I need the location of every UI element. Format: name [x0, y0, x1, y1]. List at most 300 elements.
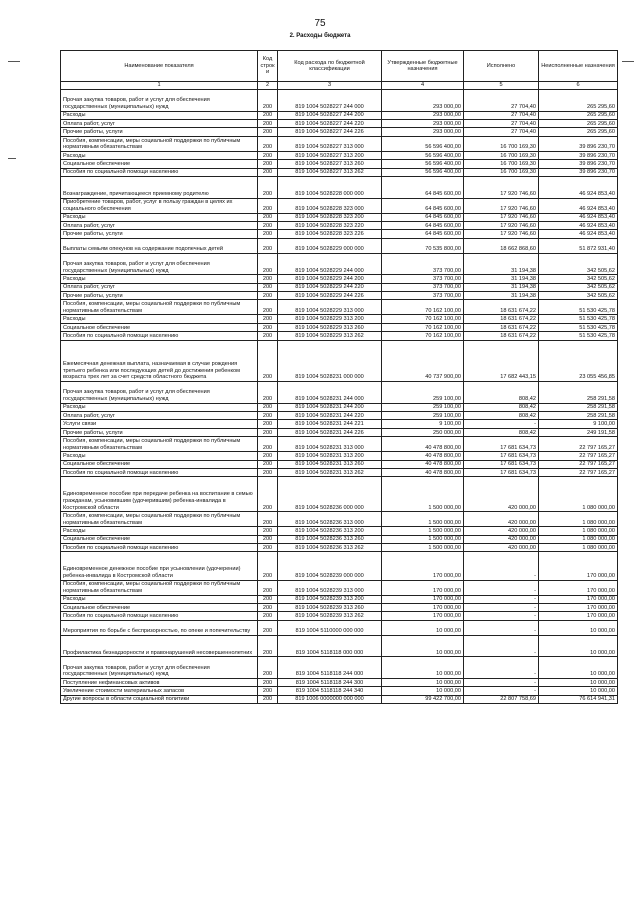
row-remaining: 51 530 425,78: [539, 300, 618, 315]
row-name: Прочие работы, услуги: [61, 230, 258, 238]
row-executed: 31 194,38: [464, 253, 539, 275]
row-budget-code: 819 1004 5028227 244 000: [278, 90, 382, 112]
row-name: Выплаты семьям опекунов на содержание подопечных детей: [61, 238, 258, 253]
row-line-code: 200: [258, 253, 278, 275]
row-approved: 170 000,00: [382, 595, 464, 603]
table-row: [61, 332, 618, 340]
row-line-code: 200: [258, 477, 278, 512]
column-number: 3: [278, 82, 382, 90]
row-executed: 18 631 674,22: [464, 315, 539, 323]
row-executed: 420 000,00: [464, 512, 539, 527]
table-row: [61, 412, 618, 420]
table-row: [61, 687, 618, 695]
row-remaining: 342 505,62: [539, 283, 618, 291]
row-approved: 293 000,00: [382, 119, 464, 127]
row-name: Прочая закупка товаров, работ и услуг для обеспечения государственных (муниципальных) нужд: [61, 657, 258, 679]
row-budget-code: 819 1004 5028231 244 226: [278, 428, 382, 436]
row-executed: 808,42: [464, 403, 539, 411]
table-row: [61, 275, 618, 283]
row-approved: 70 162 100,00: [382, 332, 464, 340]
row-approved: 70 535 800,00: [382, 238, 464, 253]
row-name: Пособия по социальной помощи населению: [61, 468, 258, 476]
table-row: [61, 695, 618, 703]
column-number: 4: [382, 82, 464, 90]
header-line-code: Код строк и: [258, 51, 278, 82]
row-line-code: 200: [258, 527, 278, 535]
row-name: Расходы: [61, 527, 258, 535]
table-row: [61, 90, 618, 112]
row-approved: 373 700,00: [382, 283, 464, 291]
row-budget-code: 819 1004 5028229 313 260: [278, 323, 382, 331]
row-name: Социальное обеспечение: [61, 323, 258, 331]
row-name: Мероприятия по борьбе с беспризорностью, по опеке и попечительству: [61, 620, 258, 635]
row-remaining: 46 924 853,40: [539, 230, 618, 238]
row-name: Профилактика безнадзорности и правонарушений несовершеннолетних: [61, 635, 258, 657]
row-approved: 10 000,00: [382, 678, 464, 686]
row-name: Пособия по социальной помощи населению: [61, 543, 258, 551]
row-remaining: 51 530 425,78: [539, 315, 618, 323]
row-executed: 420 000,00: [464, 527, 539, 535]
row-executed: -: [464, 595, 539, 603]
row-name: Прочие работы, услуги: [61, 428, 258, 436]
row-budget-code: 819 1004 5028231 244 221: [278, 420, 382, 428]
row-approved: 10 000,00: [382, 657, 464, 679]
row-name: Оплата работ, услуг: [61, 119, 258, 127]
row-executed: 16 700 169,30: [464, 160, 539, 168]
row-approved: 99 422 700,00: [382, 695, 464, 703]
table-row: [61, 382, 618, 404]
row-name: Прочая закупка товаров, работ и услуг для обеспечения государственных (муниципальных) нужд: [61, 90, 258, 112]
row-approved: 9 100,00: [382, 420, 464, 428]
row-executed: 31 194,38: [464, 283, 539, 291]
row-approved: 64 845 600,00: [382, 198, 464, 213]
row-budget-code: 819 1004 5028228 323 000: [278, 198, 382, 213]
row-budget-code: 819 1004 5028231 244 000: [278, 382, 382, 404]
table-row: [61, 437, 618, 452]
row-approved: 40 478 800,00: [382, 468, 464, 476]
row-budget-code: 819 1004 5028229 244 220: [278, 283, 382, 291]
row-remaining: 22 797 165,27: [539, 468, 618, 476]
row-line-code: 200: [258, 382, 278, 404]
row-executed: 17 920 746,60: [464, 213, 539, 221]
row-approved: 56 596 400,00: [382, 160, 464, 168]
row-remaining: 10 000,00: [539, 687, 618, 695]
row-remaining: 1 080 000,00: [539, 535, 618, 543]
row-line-code: 200: [258, 695, 278, 703]
row-executed: -: [464, 678, 539, 686]
row-executed: -: [464, 552, 539, 580]
row-approved: 1 500 000,00: [382, 477, 464, 512]
row-name: Пособия, компенсации, меры социальной поддержки по публичным нормативным обязательствам: [61, 437, 258, 452]
row-approved: 40 737 900,00: [382, 340, 464, 381]
row-remaining: 170 000,00: [539, 580, 618, 595]
row-remaining: 265 295,60: [539, 111, 618, 119]
row-executed: 18 662 868,60: [464, 238, 539, 253]
row-line-code: 200: [258, 160, 278, 168]
row-budget-code: 819 1004 5028239 313 200: [278, 595, 382, 603]
row-remaining: 22 797 165,27: [539, 437, 618, 452]
row-line-code: 200: [258, 315, 278, 323]
row-remaining: 170 000,00: [539, 612, 618, 620]
row-line-code: 200: [258, 128, 278, 136]
row-approved: 170 000,00: [382, 612, 464, 620]
row-remaining: 39 896 230,70: [539, 151, 618, 159]
row-remaining: 51 872 931,40: [539, 238, 618, 253]
table-row: [61, 300, 618, 315]
row-remaining: 342 505,62: [539, 275, 618, 283]
row-remaining: 23 055 456,85: [539, 340, 618, 381]
table-row: [61, 292, 618, 300]
table-row: [61, 168, 618, 176]
row-budget-code: 819 1004 5028227 244 226: [278, 128, 382, 136]
row-budget-code: 819 1004 5028231 313 200: [278, 452, 382, 460]
row-budget-code: 819 1004 5118118 244 000: [278, 657, 382, 679]
row-remaining: 1 080 000,00: [539, 527, 618, 535]
row-line-code: 200: [258, 168, 278, 176]
table-header-row: [61, 51, 618, 82]
row-name: Социальное обеспечение: [61, 160, 258, 168]
row-budget-code: 819 1004 5028229 313 000: [278, 300, 382, 315]
row-remaining: 46 924 853,40: [539, 221, 618, 229]
row-line-code: 200: [258, 275, 278, 283]
table-row: [61, 213, 618, 221]
table-row: [61, 230, 618, 238]
row-approved: 259 100,00: [382, 412, 464, 420]
row-executed: 18 631 674,22: [464, 300, 539, 315]
row-approved: 40 478 800,00: [382, 460, 464, 468]
row-executed: 17 681 634,73: [464, 468, 539, 476]
row-approved: 10 000,00: [382, 687, 464, 695]
row-remaining: 1 080 000,00: [539, 477, 618, 512]
row-line-code: 200: [258, 283, 278, 291]
table-row: [61, 512, 618, 527]
row-executed: 17 681 634,73: [464, 452, 539, 460]
row-budget-code: 819 1004 5028227 244 200: [278, 111, 382, 119]
row-name: Расходы: [61, 213, 258, 221]
row-executed: 16 700 169,30: [464, 168, 539, 176]
row-remaining: 170 000,00: [539, 595, 618, 603]
row-remaining: 258 291,58: [539, 412, 618, 420]
table-row: [61, 527, 618, 535]
row-line-code: 200: [258, 535, 278, 543]
table-row: [61, 620, 618, 635]
row-executed: -: [464, 687, 539, 695]
table-row: [61, 119, 618, 127]
row-line-code: 200: [258, 111, 278, 119]
row-line-code: 200: [258, 595, 278, 603]
row-name: Социальное обеспечение: [61, 460, 258, 468]
row-approved: 373 700,00: [382, 292, 464, 300]
row-name: Расходы: [61, 151, 258, 159]
row-budget-code: 819 1004 5028228 323 226: [278, 230, 382, 238]
row-budget-code: 819 1004 5110000 000 000: [278, 620, 382, 635]
table-row: [61, 635, 618, 657]
table-row: [61, 603, 618, 611]
row-remaining: 46 924 853,40: [539, 198, 618, 213]
row-budget-code: 819 1004 5028231 000 000: [278, 340, 382, 381]
row-executed: 17 920 746,60: [464, 230, 539, 238]
row-name: Расходы: [61, 315, 258, 323]
row-name: Другие вопросы в области социальной политики: [61, 695, 258, 703]
row-executed: 16 700 169,30: [464, 136, 539, 151]
row-line-code: 200: [258, 552, 278, 580]
row-executed: 17 920 746,60: [464, 198, 539, 213]
row-budget-code: 819 1004 5028236 313 260: [278, 535, 382, 543]
row-budget-code: 819 1004 5028227 313 262: [278, 168, 382, 176]
row-remaining: 10 000,00: [539, 657, 618, 679]
row-budget-code: 819 1004 5028231 313 260: [278, 460, 382, 468]
section-title: 2. Расходы бюджета: [289, 33, 351, 39]
row-name: Приобретение товаров, работ, услуг в пользу граждан в целях их социального обеспечения: [61, 198, 258, 213]
row-executed: 17 681 634,73: [464, 437, 539, 452]
row-approved: 64 845 600,00: [382, 213, 464, 221]
row-name: Вознаграждение, причитающееся приемному родителю: [61, 176, 258, 198]
column-number: 1: [61, 82, 258, 90]
row-approved: 1 500 000,00: [382, 527, 464, 535]
row-name: Оплата работ, услуг: [61, 221, 258, 229]
row-line-code: 200: [258, 512, 278, 527]
row-approved: 10 000,00: [382, 635, 464, 657]
row-name: Прочая закупка товаров, работ и услуг для обеспечения государственных (муниципальных) нужд: [61, 253, 258, 275]
header-executed: Исполнено: [464, 51, 539, 82]
row-budget-code: 819 1004 5028228 323 220: [278, 221, 382, 229]
left-margin-mark: [8, 61, 20, 62]
row-line-code: 200: [258, 119, 278, 127]
row-executed: 31 194,38: [464, 275, 539, 283]
row-budget-code: 819 1004 5028229 244 200: [278, 275, 382, 283]
header-unexecuted: Неисполненные назначения: [539, 51, 618, 82]
table-row: [61, 315, 618, 323]
row-budget-code: 819 1004 5028227 313 200: [278, 151, 382, 159]
row-line-code: 200: [258, 420, 278, 428]
row-budget-code: 819 1004 5028227 244 220: [278, 119, 382, 127]
header-name: Наименование показателя: [61, 51, 258, 82]
row-budget-code: 819 1004 5028229 313 262: [278, 332, 382, 340]
table-row: [61, 552, 618, 580]
right-margin-mark: [622, 61, 634, 62]
column-number: 5: [464, 82, 539, 90]
row-remaining: 170 000,00: [539, 603, 618, 611]
row-line-code: 200: [258, 580, 278, 595]
row-approved: 40 478 800,00: [382, 452, 464, 460]
row-approved: 373 700,00: [382, 275, 464, 283]
row-executed: -: [464, 420, 539, 428]
row-budget-code: 819 1004 5028229 244 226: [278, 292, 382, 300]
row-budget-code: 819 1004 5028229 313 200: [278, 315, 382, 323]
page-number: 75: [314, 18, 326, 29]
row-remaining: 46 924 853,40: [539, 213, 618, 221]
row-budget-code: 819 1004 5028239 313 000: [278, 580, 382, 595]
table-row: [61, 340, 618, 381]
row-approved: 70 162 100,00: [382, 300, 464, 315]
row-remaining: 22 797 165,27: [539, 460, 618, 468]
row-executed: -: [464, 603, 539, 611]
row-line-code: 200: [258, 678, 278, 686]
row-executed: 808,42: [464, 428, 539, 436]
row-line-code: 200: [258, 428, 278, 436]
row-budget-code: 819 1006 0000000 000 000: [278, 695, 382, 703]
row-name: Пособия, компенсации, меры социальной поддержки по публичным нормативным обязательствам: [61, 580, 258, 595]
row-approved: 64 845 600,00: [382, 230, 464, 238]
row-line-code: 200: [258, 136, 278, 151]
row-remaining: 51 530 425,78: [539, 323, 618, 331]
row-executed: 420 000,00: [464, 477, 539, 512]
row-executed: 27 704,40: [464, 90, 539, 112]
table-row: [61, 420, 618, 428]
table-row: [61, 595, 618, 603]
row-remaining: 265 295,60: [539, 119, 618, 127]
header-approved: Утвержденные бюджетные назначения: [382, 51, 464, 82]
row-budget-code: 819 1004 5028231 244 220: [278, 412, 382, 420]
row-line-code: 200: [258, 603, 278, 611]
row-executed: 17 682 443,15: [464, 340, 539, 381]
row-line-code: 200: [258, 657, 278, 679]
row-approved: 56 596 400,00: [382, 136, 464, 151]
row-name: Расходы: [61, 452, 258, 460]
row-name: Расходы: [61, 111, 258, 119]
table-row: [61, 160, 618, 168]
row-remaining: 39 896 230,70: [539, 160, 618, 168]
row-remaining: 10 000,00: [539, 620, 618, 635]
column-number: 6: [539, 82, 618, 90]
row-approved: 1 500 000,00: [382, 512, 464, 527]
row-line-code: 200: [258, 230, 278, 238]
row-name: Прочие работы, услуги: [61, 128, 258, 136]
row-executed: -: [464, 620, 539, 635]
row-remaining: 258 291,58: [539, 403, 618, 411]
row-line-code: 200: [258, 151, 278, 159]
row-line-code: 200: [258, 176, 278, 198]
row-line-code: 200: [258, 332, 278, 340]
row-remaining: 342 505,62: [539, 253, 618, 275]
row-budget-code: 819 1004 5118118 000 000: [278, 635, 382, 657]
row-approved: 56 596 400,00: [382, 168, 464, 176]
row-line-code: 200: [258, 412, 278, 420]
table-row: [61, 283, 618, 291]
row-executed: -: [464, 657, 539, 679]
row-executed: 31 194,38: [464, 292, 539, 300]
row-name: Ежемесячная денежная выплата, назначаемая в случае рождения третьего ребенка или последующих детей до достижения ребенком возраста трех лет за счет средств областного бюджета: [61, 340, 258, 381]
row-line-code: 200: [258, 340, 278, 381]
row-budget-code: 819 1004 5028231 313 000: [278, 437, 382, 452]
row-budget-code: 819 1004 5028239 313 260: [278, 603, 382, 611]
row-name: Услуги связи: [61, 420, 258, 428]
row-approved: 170 000,00: [382, 552, 464, 580]
row-budget-code: 819 1004 5028227 313 000: [278, 136, 382, 151]
row-remaining: 249 191,58: [539, 428, 618, 436]
row-executed: 808,42: [464, 382, 539, 404]
row-remaining: 76 614 941,31: [539, 695, 618, 703]
row-name: Единовременное денежное пособие при усыновлении (удочерении) ребенка-инвалида в Костромской области: [61, 552, 258, 580]
table-row: [61, 136, 618, 151]
row-approved: 293 000,00: [382, 111, 464, 119]
row-executed: 18 631 674,22: [464, 323, 539, 331]
row-approved: 373 700,00: [382, 253, 464, 275]
row-budget-code: 819 1004 5028227 313 260: [278, 160, 382, 168]
row-approved: 40 478 800,00: [382, 437, 464, 452]
row-name: Пособия по социальной помощи населению: [61, 612, 258, 620]
row-remaining: 1 080 000,00: [539, 512, 618, 527]
row-remaining: 10 000,00: [539, 678, 618, 686]
header-budget-code: Код расхода по бюджетной классификации: [278, 51, 382, 82]
row-remaining: 51 530 425,78: [539, 332, 618, 340]
row-budget-code: 819 1004 5118118 244 300: [278, 678, 382, 686]
row-approved: 170 000,00: [382, 580, 464, 595]
row-budget-code: 819 1004 5028236 313 000: [278, 512, 382, 527]
row-line-code: 200: [258, 213, 278, 221]
table-row: [61, 535, 618, 543]
row-approved: 259 100,00: [382, 382, 464, 404]
row-budget-code: 819 1004 5028239 000 000: [278, 552, 382, 580]
table-row: [61, 238, 618, 253]
table-row: [61, 678, 618, 686]
column-number: 2: [258, 82, 278, 90]
row-approved: 170 000,00: [382, 603, 464, 611]
row-line-code: 200: [258, 468, 278, 476]
row-budget-code: 819 1004 5028231 313 262: [278, 468, 382, 476]
table-row: [61, 657, 618, 679]
row-remaining: 258 291,58: [539, 382, 618, 404]
row-line-code: 200: [258, 620, 278, 635]
row-budget-code: 819 1004 5028228 000 000: [278, 176, 382, 198]
table-row: [61, 111, 618, 119]
row-executed: -: [464, 635, 539, 657]
row-executed: 17 920 746,60: [464, 176, 539, 198]
row-remaining: 342 505,62: [539, 292, 618, 300]
row-line-code: 200: [258, 437, 278, 452]
row-approved: 64 845 600,00: [382, 221, 464, 229]
row-name: Поступление нефинансовых активов: [61, 678, 258, 686]
row-remaining: 1 080 000,00: [539, 543, 618, 551]
row-name: Оплата работ, услуг: [61, 412, 258, 420]
row-remaining: 9 100,00: [539, 420, 618, 428]
row-executed: 22 807 758,69: [464, 695, 539, 703]
row-name: Прочие работы, услуги: [61, 292, 258, 300]
row-name: Расходы: [61, 595, 258, 603]
row-executed: -: [464, 612, 539, 620]
table-row: [61, 151, 618, 159]
row-line-code: 200: [258, 221, 278, 229]
row-name: Пособия, компенсации, меры социальной поддержки по публичным нормативным обязательствам: [61, 512, 258, 527]
table-row: [61, 468, 618, 476]
row-approved: 293 000,00: [382, 128, 464, 136]
row-budget-code: 819 1004 5028239 313 262: [278, 612, 382, 620]
row-line-code: 200: [258, 300, 278, 315]
row-approved: 1 500 000,00: [382, 535, 464, 543]
row-approved: 1 500 000,00: [382, 543, 464, 551]
row-executed: 27 704,40: [464, 111, 539, 119]
row-budget-code: 819 1004 5028229 244 000: [278, 253, 382, 275]
budget-expenses-table: [60, 50, 618, 704]
row-name: Единовременное пособие при передаче ребенка на воспитание в семью гражданам, усыновившим (удочерившим) ребенка-инвалида в Костромской области: [61, 477, 258, 512]
row-executed: 27 704,40: [464, 128, 539, 136]
row-line-code: 200: [258, 292, 278, 300]
table-row: [61, 460, 618, 468]
row-line-code: 200: [258, 403, 278, 411]
row-name: Социальное обеспечение: [61, 603, 258, 611]
row-remaining: 39 896 230,70: [539, 168, 618, 176]
row-name: Пособия по социальной помощи населению: [61, 168, 258, 176]
row-line-code: 200: [258, 635, 278, 657]
row-executed: 808,42: [464, 412, 539, 420]
row-executed: 420 000,00: [464, 535, 539, 543]
row-line-code: 200: [258, 90, 278, 112]
table-row: [61, 128, 618, 136]
table-row: [61, 612, 618, 620]
row-line-code: 200: [258, 612, 278, 620]
row-approved: 259 100,00: [382, 403, 464, 411]
row-approved: 250 000,00: [382, 428, 464, 436]
